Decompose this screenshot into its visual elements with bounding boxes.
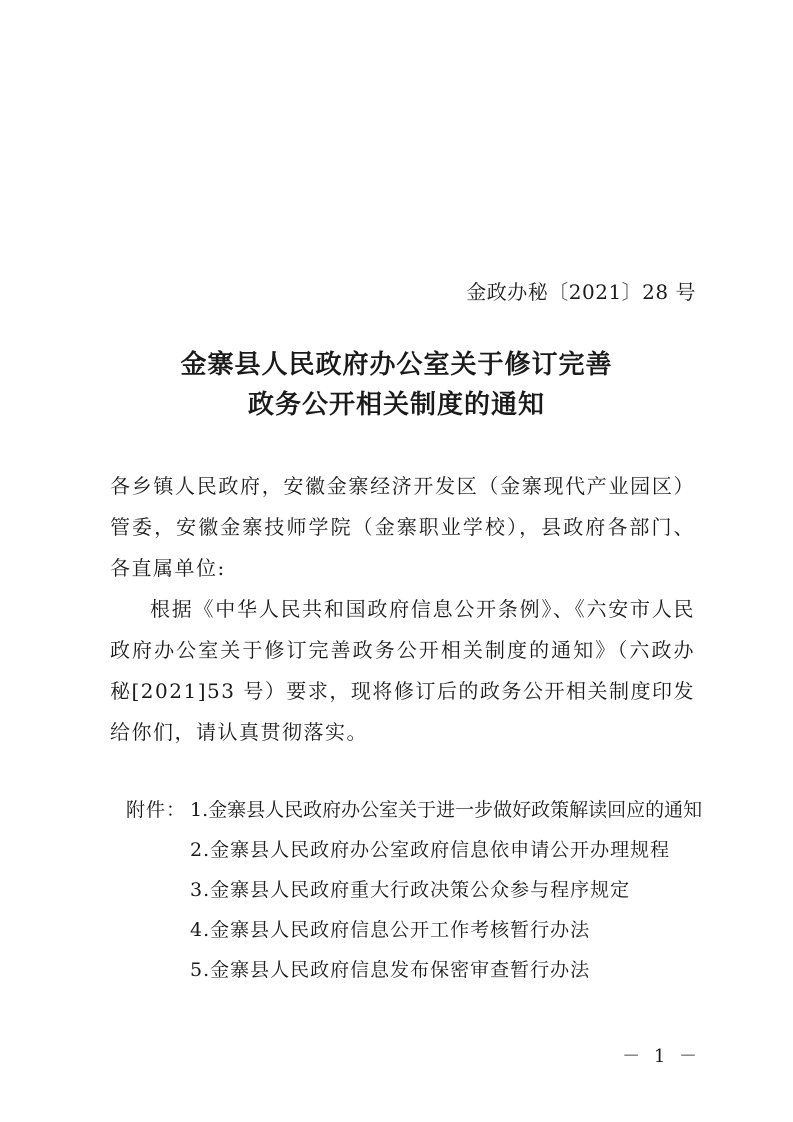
attachment-row	[126, 910, 706, 950]
document-title	[0, 345, 793, 425]
salutation: 各乡镇人民政府，安徽金寨经济开发区（金寨现代产业园区）管委，安徽金寨技师学院（金寨职业学校），县政府各部门、各直属单位:	[110, 474, 695, 580]
attachment-item: 2.金寨县人民政府办公室政府信息依申请公开办理规程	[190, 839, 671, 861]
attachments-label: 附件：	[126, 799, 187, 821]
attachment-row	[126, 830, 706, 870]
attachment-row	[126, 870, 706, 910]
attachments-list	[126, 790, 706, 990]
attachment-item: 5.金寨县人民政府信息发布保密审查暂行办法	[190, 959, 591, 981]
attachment-item: 1.金寨县人民政府办公室关于进一步做好政策解读回应的通知	[190, 799, 703, 821]
attachment-item: 3.金寨县人民政府重大行政决策公众参与程序规定	[190, 879, 631, 901]
attachment-item: 4.金寨县人民政府信息公开工作考核暂行办法	[190, 919, 591, 941]
attachment-row	[126, 950, 706, 990]
title-line-1: 金寨县人民政府办公室关于修订完善	[180, 350, 613, 380]
title-line-2: 政务公开相关制度的通知	[247, 390, 545, 420]
body-paragraph: 根据《中华人民共和国政府信息公开条例》、《六安市人民政府办公室关于修订完善政务公开相关制度的通知》（六政办秘[2021]53 号）要求，现将修订后的政务公开相关制度印发给你们，请认真贯彻落实。	[110, 597, 695, 744]
attachment-row	[126, 790, 706, 830]
document-body	[110, 466, 695, 753]
document-number: 金政办秘〔2021〕28 号	[466, 280, 696, 304]
page-number: － 1 －	[622, 1046, 701, 1067]
